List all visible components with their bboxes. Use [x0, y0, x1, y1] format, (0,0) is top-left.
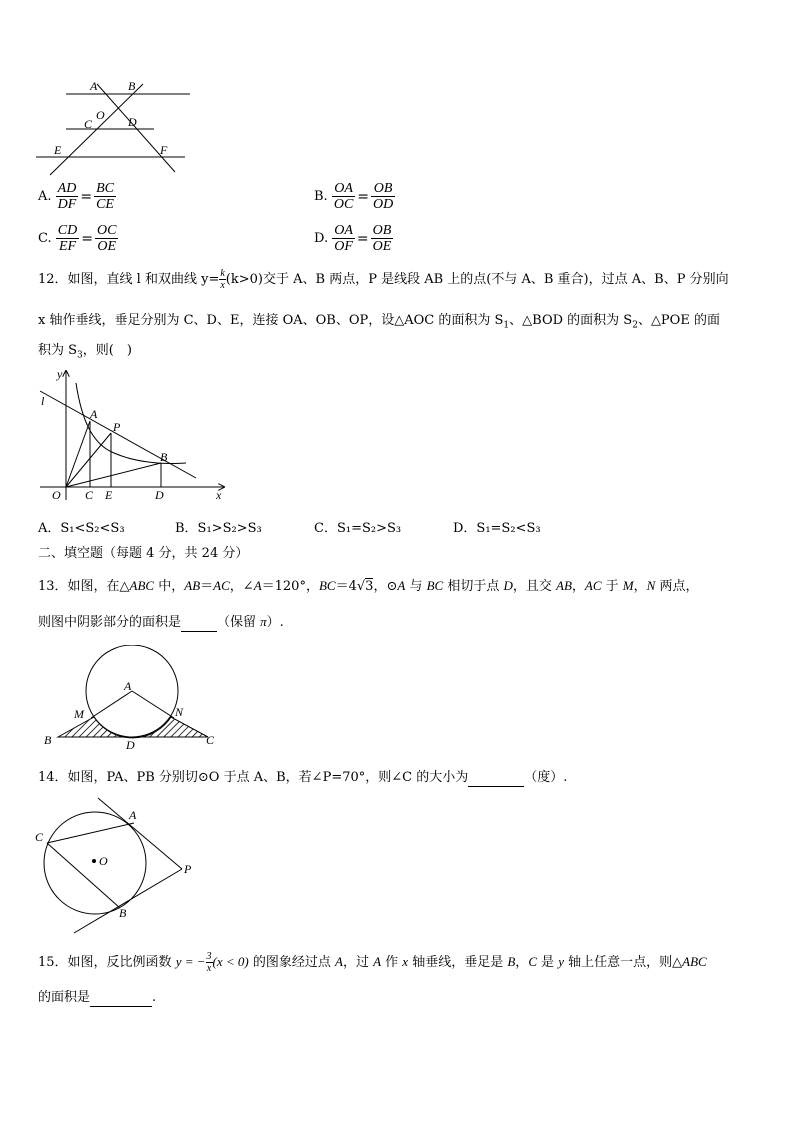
- center-point: [92, 859, 96, 863]
- label-p: P: [113, 420, 121, 434]
- seg-oa: [66, 421, 90, 487]
- fraction: $\frac{OA}{OC}$: [333, 181, 354, 212]
- label-c: C: [85, 488, 94, 502]
- label-c: C: [35, 830, 44, 844]
- label-b: B: [128, 79, 136, 93]
- parallel-lines-figure: [30, 72, 195, 177]
- fraction: $\frac{BC}{CE}$: [96, 181, 114, 212]
- fraction: $\frac{CD}{EF}$: [57, 223, 78, 254]
- hyperbola-curve: [76, 383, 186, 464]
- q12-line1: 12．如图，直线 l 和双曲线 y= $\frac{k}{x}$ (k>0)交于 A、B 两点，P 是线段 AB 上的点(不与 A、B 重合)，过点 A、B、P 分别向: [38, 268, 729, 291]
- label-o: O: [99, 854, 108, 868]
- seg-an: [132, 691, 174, 718]
- label-l: l: [41, 394, 45, 408]
- label-o: O: [96, 108, 105, 122]
- q13-line2: 则图中阴影部分的面积是 （保留 π）.: [38, 614, 284, 630]
- q12-option-a[interactable]: A．S₁<S₂<S₃: [38, 521, 125, 536]
- label-c: C: [206, 733, 215, 747]
- label-a: A: [129, 808, 137, 822]
- answer-blank[interactable]: [90, 990, 152, 1007]
- label-a: A: [124, 679, 132, 693]
- q15-line2: 的面积是 .: [38, 990, 157, 1005]
- fraction: $\frac{3}{x}$: [206, 951, 212, 974]
- label-c: C: [84, 117, 93, 131]
- tangent-pa: [98, 798, 182, 869]
- label-b: B: [44, 733, 52, 747]
- label-a: A: [90, 407, 98, 421]
- seg-op: [66, 433, 111, 487]
- line-l: [40, 391, 196, 478]
- seg-am: [91, 691, 132, 718]
- q15-line1: 15．如图，反比例函数 y = − $\frac{3}{x}$ (x < 0) 的图象经过点 A，过 A 作 x 轴垂线，垂足是 B，C 是 y 轴上任意一点，则△ABC: [38, 951, 707, 974]
- q13-line1: 13．如图，在△ABC 中，AB＝AC，∠A＝120°，BC＝4√3，⊙A 与 BC 相切于点 D，且交 AB，AC 于 M，N 两点，: [38, 578, 699, 594]
- option-b[interactable]: B. $\frac{OA}{OC}$ = $\frac{OB}{OD}$: [314, 181, 394, 212]
- label-d: D: [128, 115, 137, 129]
- label-p: P: [184, 862, 192, 876]
- option-d[interactable]: D. $\frac{OA}{OF}$ = $\frac{OB}{OE}$: [314, 223, 392, 254]
- seg-ob: [66, 463, 161, 487]
- label-m: M: [74, 707, 84, 721]
- option-c[interactable]: C. $\frac{CD}{EF}$ = $\frac{OC}{OE}$: [38, 223, 117, 254]
- q14-line: 14．如图，PA、PB 分别切⊙O 于点 A、B，若∠P=70°，则∠C 的大小为 （度）.: [38, 770, 568, 785]
- label-y: y: [57, 367, 63, 381]
- q12-line2: x 轴作垂线，垂足分别为 C、D、E，连接 OA、OB、OP，设△AOC 的面积为 $S_1$、△BOD 的面积为 $S_2$、△POE 的面: [38, 313, 720, 331]
- fraction: $\frac{OC}{OE}$: [96, 223, 117, 254]
- hyperbola-figure: [36, 365, 231, 505]
- answer-blank[interactable]: [468, 770, 524, 787]
- sqrt-sign: √: [356, 579, 366, 594]
- label-d: D: [126, 738, 135, 750]
- circle-o: [44, 812, 146, 914]
- label-b: B: [119, 906, 127, 920]
- fraction: $\frac{AD}{DF}$: [57, 181, 77, 212]
- fraction: $\frac{k}{x}$: [220, 268, 225, 291]
- label-e: E: [54, 143, 62, 157]
- fraction: $\frac{OB}{OD}$: [373, 181, 394, 212]
- q12-line3: 积为 $S_3$，则( ): [38, 343, 132, 361]
- q12-option-d[interactable]: D．S₁=S₂<S₃: [453, 521, 541, 536]
- answer-blank[interactable]: [181, 615, 217, 632]
- label-b: B: [160, 450, 168, 464]
- label-a: A: [90, 79, 98, 93]
- option-a[interactable]: A. $\frac{AD}{DF}$ = $\frac{BC}{CE}$: [38, 181, 114, 212]
- q12-option-c[interactable]: C．S₁=S₂>S₃: [314, 521, 402, 536]
- label-f: F: [160, 143, 168, 157]
- section-heading: 二、填空题（每题 4 分，共 24 分）: [38, 546, 249, 561]
- label-e: E: [105, 488, 113, 502]
- fraction: $\frac{OA}{OF}$: [334, 223, 353, 254]
- label-n: N: [175, 705, 184, 719]
- label-d: D: [155, 488, 164, 502]
- label-x: x: [216, 488, 222, 502]
- label-o: O: [52, 488, 61, 502]
- circle-triangle-figure: [36, 645, 226, 750]
- tangent-circle-figure: [34, 793, 204, 938]
- fraction: $\frac{OB}{OE}$: [372, 223, 392, 254]
- tangent-pb: [74, 869, 182, 933]
- q12-option-b[interactable]: B．S₁>S₂>S₃: [175, 521, 262, 536]
